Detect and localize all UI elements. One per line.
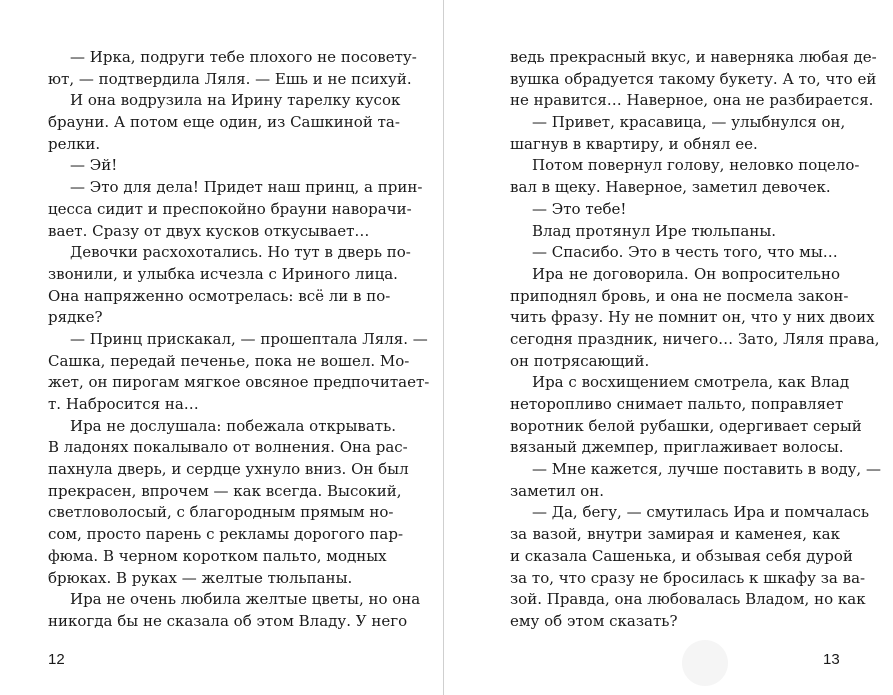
text-line: пахнула дверь, и сердце ухнуло вниз. Он был	[48, 460, 409, 479]
text-line: неторопливо снимает пальто, поправляет	[510, 395, 844, 413]
text-line: Потом повернул голову, неловко поцело-	[532, 156, 860, 175]
text-line: вушка обрадуется такому букету. А то, что ей	[510, 69, 877, 88]
text-line: вал в щеку. Наверное, заметил девочек.	[510, 178, 831, 197]
text-line: И она водрузила на Ирину тарелку кусок	[70, 91, 401, 110]
right-page-text	[510, 47, 881, 633]
text-line: — Мне кажется, лучше поставить в воду, —	[532, 460, 881, 479]
page-number-left: 12	[48, 651, 65, 668]
text-line: вает. Сразу от двух кусков откусывает…	[48, 221, 370, 240]
text-line: — Принц прискакал, — прошептала Ляля. —	[70, 329, 428, 348]
faint-circle-mark	[682, 640, 728, 686]
text-line: чить фразу. Ну не помнит он, что у них двоих	[510, 308, 875, 327]
text-line: за вазой, внутри замирая и каменея, как	[510, 525, 840, 544]
text-line: Девочки расхохотались. Но тут в дверь по-	[70, 243, 411, 262]
text-line: ему об этом сказать?	[510, 611, 678, 630]
text-line: Влад протянул Ире тюльпаны.	[532, 221, 777, 240]
text-line: — Спасибо. Это в честь того, что мы…	[532, 243, 838, 262]
text-line: никогда бы не сказала об этом Владу. У него	[48, 611, 408, 630]
text-line: Ира не договорила. Он вопросительно	[532, 264, 840, 283]
page-number-right: 13	[823, 651, 840, 668]
text-line: за то, что сразу не бросилась к шкафу за ва-	[510, 568, 866, 587]
text-line: брюках. В руках — желтые тюльпаны.	[48, 568, 353, 587]
text-line: не нравится… Наверное, она не разбирается.	[510, 91, 874, 110]
text-line: он потрясающий.	[510, 351, 650, 370]
text-line: релки.	[48, 134, 101, 153]
text-line: сом, просто парень с рекламы дорогого пар-	[48, 525, 404, 544]
text-line: — Эй!	[70, 156, 118, 175]
text-line: Она напряженно осмотрелась: всё ли в по-	[48, 286, 391, 305]
text-line: ведь прекрасный вкус, и наверняка любая де-	[510, 48, 877, 66]
text-line: брауни. А потом еще один, из Сашкиной та-	[48, 113, 400, 132]
text-line: воротник белой рубашки, одергивает серый	[510, 416, 862, 435]
text-line: приподнял бровь, и она не посмела закон-	[510, 286, 849, 305]
text-line: Ира не дослушала: побежала открывать.	[70, 416, 397, 435]
text-line: рядке?	[48, 308, 103, 327]
text-line: прекрасен, впрочем — как всегда. Высокий,	[48, 481, 402, 500]
left-page-text	[48, 47, 430, 633]
text-line: жет, он пирогам мягкое овсяное предпочитает-	[48, 373, 430, 392]
text-line: вязаный джемпер, приглаживает волосы.	[510, 438, 844, 457]
text-line: и сказала Сашенька, и обзывая себя дурой	[510, 546, 853, 565]
text-line: — Привет, красавица, — улыбнулся он,	[532, 113, 846, 132]
text-line: сегодня праздник, ничего… Зато, Ляля права,	[510, 329, 880, 348]
text-line: Сашка, передай печенье, пока не вошел. Мо-	[48, 351, 410, 370]
text-line: — Это тебе!	[532, 199, 627, 218]
text-line: — Да, бегу, — смутилась Ира и помчалась	[532, 503, 870, 522]
text-line: т. Набросится на…	[48, 395, 199, 413]
text-line: фюма. В черном коротком пальто, модных	[48, 546, 387, 565]
text-line: Ира с восхищением смотрела, как Влад	[532, 373, 850, 392]
text-line: — Ирка, подруги тебе плохого не посовету-	[70, 48, 417, 66]
text-line: заметил он.	[510, 481, 605, 500]
text-line: — Это для дела! Придет наш принц, а прин-	[70, 178, 423, 197]
text-line: звонили, и улыбка исчезла с Ириного лица.	[48, 264, 398, 283]
text-line: зой. Правда, она любовалась Владом, но как	[510, 590, 866, 609]
text-line: ют, — подтвердила Ляля. — Ешь и не психуй.	[48, 69, 412, 88]
text-line: Ира не очень любила желтые цветы, но она	[70, 590, 421, 609]
text-line: В ладонях покалывало от волнения. Она рас-	[48, 438, 408, 457]
text-line: светловолосый, с благородным прямым но-	[48, 503, 394, 522]
text-line: шагнув в квартиру, и обнял ее.	[510, 134, 758, 153]
text-line: цесса сидит и преспокойно брауни наворачи-	[48, 199, 412, 218]
page-gutter	[443, 0, 444, 695]
